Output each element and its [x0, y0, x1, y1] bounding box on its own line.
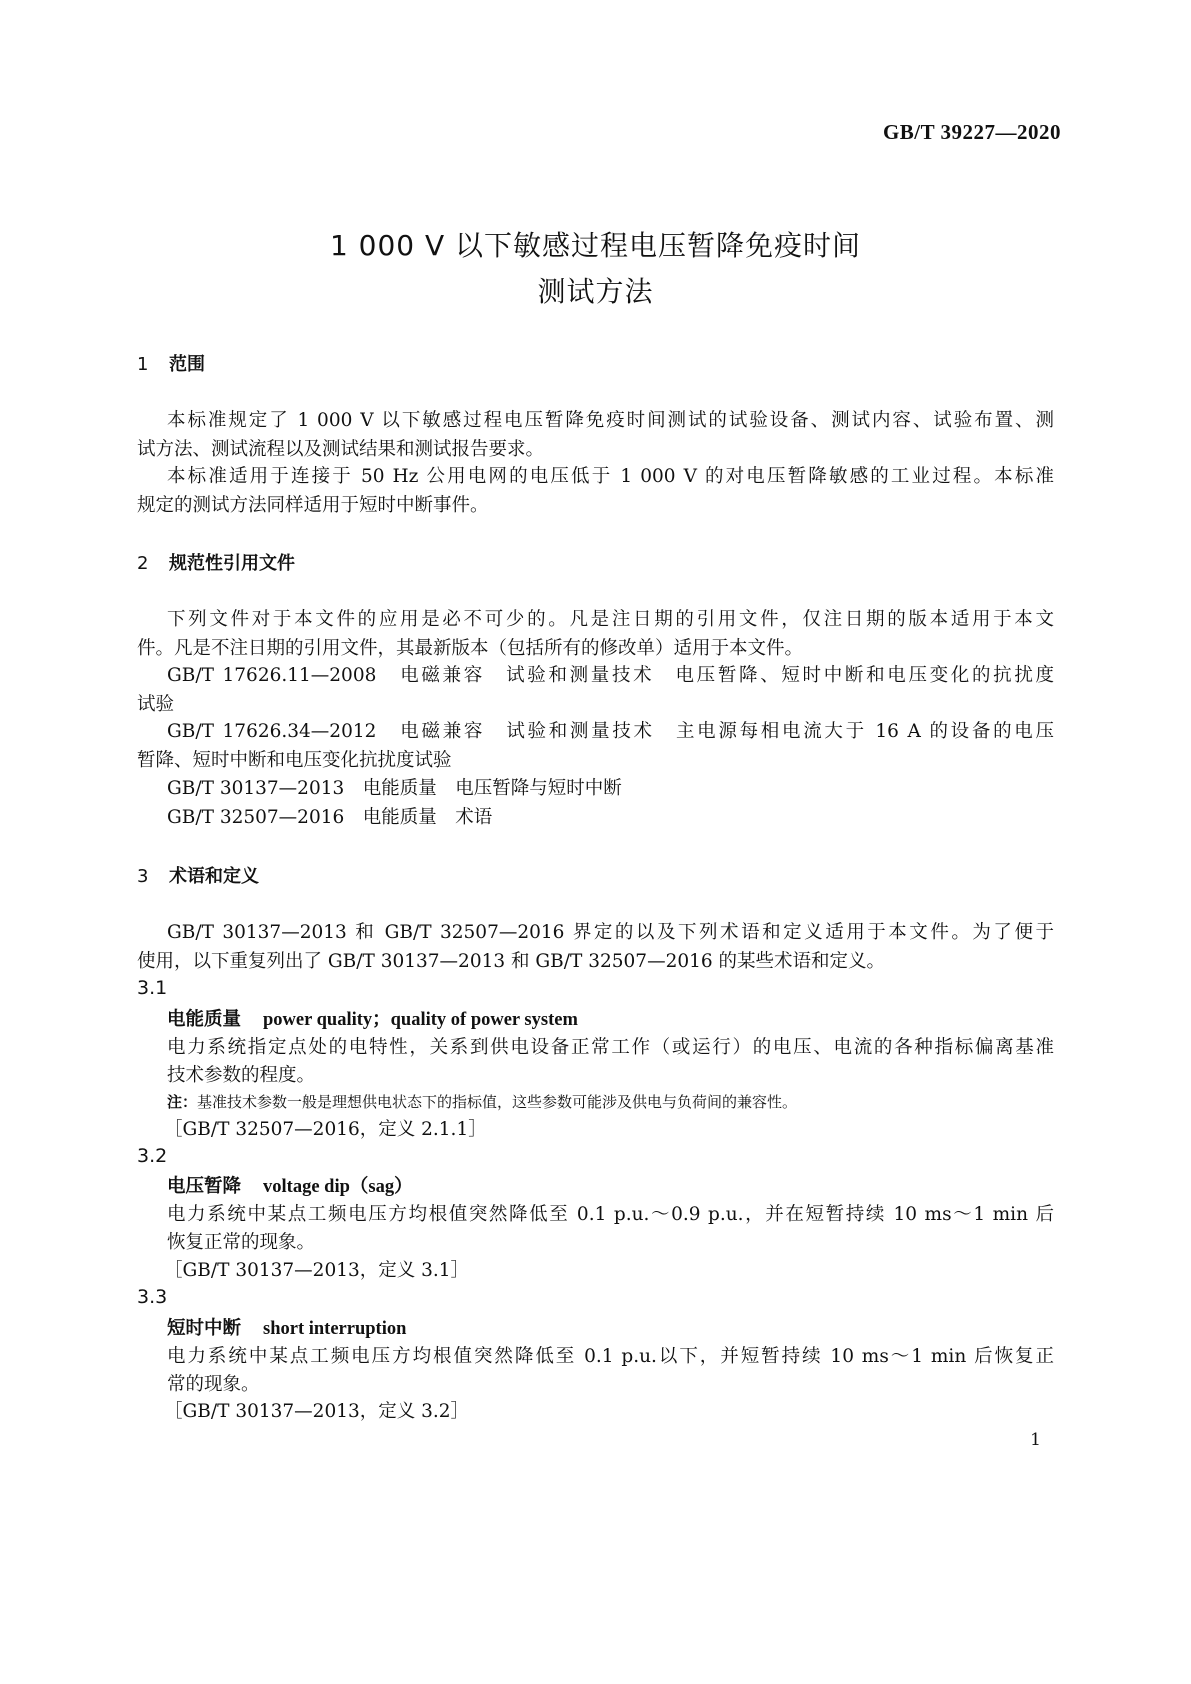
section-title: 术语和定义 [169, 866, 259, 887]
paragraph-line: 件。凡是不注日期的引用文件，其最新版本（包括所有的修改单）适用于本文件。 [137, 638, 804, 659]
definition-line: 电力系统指定点处的电特性，关系到供电设备正常工作（或运行）的电压、电流的各种指标偏离基准 [167, 1037, 1054, 1058]
paragraph-line: GB/T 30137—2013 和 GB/T 32507—2016 界定的以及下列术语和定义适用于本文件。为了便于 [167, 922, 1054, 943]
paragraph-line: 试方法、测试流程以及测试结果和测试报告要求。 [137, 439, 545, 460]
definition-line: 技术参数的程度。 [167, 1065, 316, 1086]
term-english: short interruption [263, 1319, 407, 1339]
section-title: 规范性引用文件 [169, 553, 295, 574]
definition-line: 恢复正常的现象。 [167, 1232, 316, 1253]
paragraph-line: 规定的测试方法同样适用于短时中断事件。 [137, 495, 489, 516]
paragraph-line: 本标准适用于连接于 50 Hz 公用电网的电压低于 1 000 V 的对电压暂降敏感的工业过程。本标准 [167, 466, 1054, 487]
section-title: 范围 [169, 354, 205, 375]
section-heading-scope [137, 350, 205, 376]
term-title [167, 1172, 413, 1198]
term-source: ［GB/T 30137—2013，定义 3.1］ [164, 1260, 470, 1281]
page-number: 1 [1030, 1430, 1041, 1450]
section-heading-normative-references [137, 549, 295, 575]
definition-line: 电力系统中某点工频电压方均根值突然降低至 0.1 p.u.以下，并短暂持续 10 ms～1 min 后恢复正 [167, 1346, 1054, 1367]
paragraph-line: 使用，以下重复列出了 GB/T 30137—2013 和 GB/T 32507—2016 的某些术语和定义。 [137, 951, 886, 972]
reference-line: GB/T 17626.11—2008 电磁兼容 试验和测量技术 电压暂降、短时中断和电压变化的抗扰度 [167, 665, 1054, 686]
term-source: ［GB/T 32507—2016，定义 2.1.1］ [164, 1119, 487, 1140]
term-number: 3.1 [137, 977, 168, 999]
term-english: voltage dip（sag） [263, 1177, 413, 1197]
section-number: 3 [137, 866, 149, 887]
note-label: 注： [167, 1093, 198, 1111]
standard-code: GB/T 39227—2020 [882, 120, 1061, 144]
note-text: 基准技术参数一般是理想供电状态下的指标值，这些参数可能涉及供电与负荷间的兼容性。 [197, 1093, 798, 1111]
term-chinese: 短时中断 [167, 1318, 242, 1339]
term-note [167, 1091, 797, 1112]
term-title [167, 1314, 406, 1340]
term-number: 3.2 [137, 1145, 168, 1167]
document-title: 1 000 V 以下敏感过程电压暂降免疫时间 [329, 229, 862, 262]
term-chinese: 电压暂降 [167, 1176, 242, 1197]
definition-line: 电力系统中某点工频电压方均根值突然降低至 0.1 p.u.～0.9 p.u.，并在短暂持续 10 ms～1 min 后 [167, 1204, 1054, 1225]
section-number: 2 [137, 553, 149, 574]
reference-line: GB/T 30137—2013 电能质量 电压暂降与短时中断 [167, 778, 622, 799]
term-english: power quality；quality of power system [263, 1010, 578, 1030]
term-source: ［GB/T 30137—2013，定义 3.2］ [164, 1401, 470, 1422]
term-chinese: 电能质量 [167, 1009, 242, 1030]
reference-line: 试验 [137, 694, 175, 715]
document-subtitle: 测试方法 [537, 275, 654, 308]
reference-line: GB/T 32507—2016 电能质量 术语 [167, 807, 493, 828]
term-number: 3.3 [137, 1286, 168, 1308]
term-title [167, 1005, 578, 1031]
reference-line: 暂降、短时中断和电压变化抗扰度试验 [137, 750, 452, 771]
section-heading-terms-definitions [137, 862, 259, 888]
reference-line: GB/T 17626.34—2012 电磁兼容 试验和测量技术 主电源每相电流大于 16 A 的设备的电压 [167, 721, 1054, 742]
paragraph-line: 本标准规定了 1 000 V 以下敏感过程电压暂降免疫时间测试的试验设备、测试内容、试验布置、测 [167, 410, 1054, 431]
section-number: 1 [137, 354, 149, 375]
definition-line: 常的现象。 [167, 1374, 260, 1395]
paragraph-line: 下列文件对于本文件的应用是必不可少的。凡是注日期的引用文件，仅注日期的版本适用于本文 [167, 609, 1054, 630]
